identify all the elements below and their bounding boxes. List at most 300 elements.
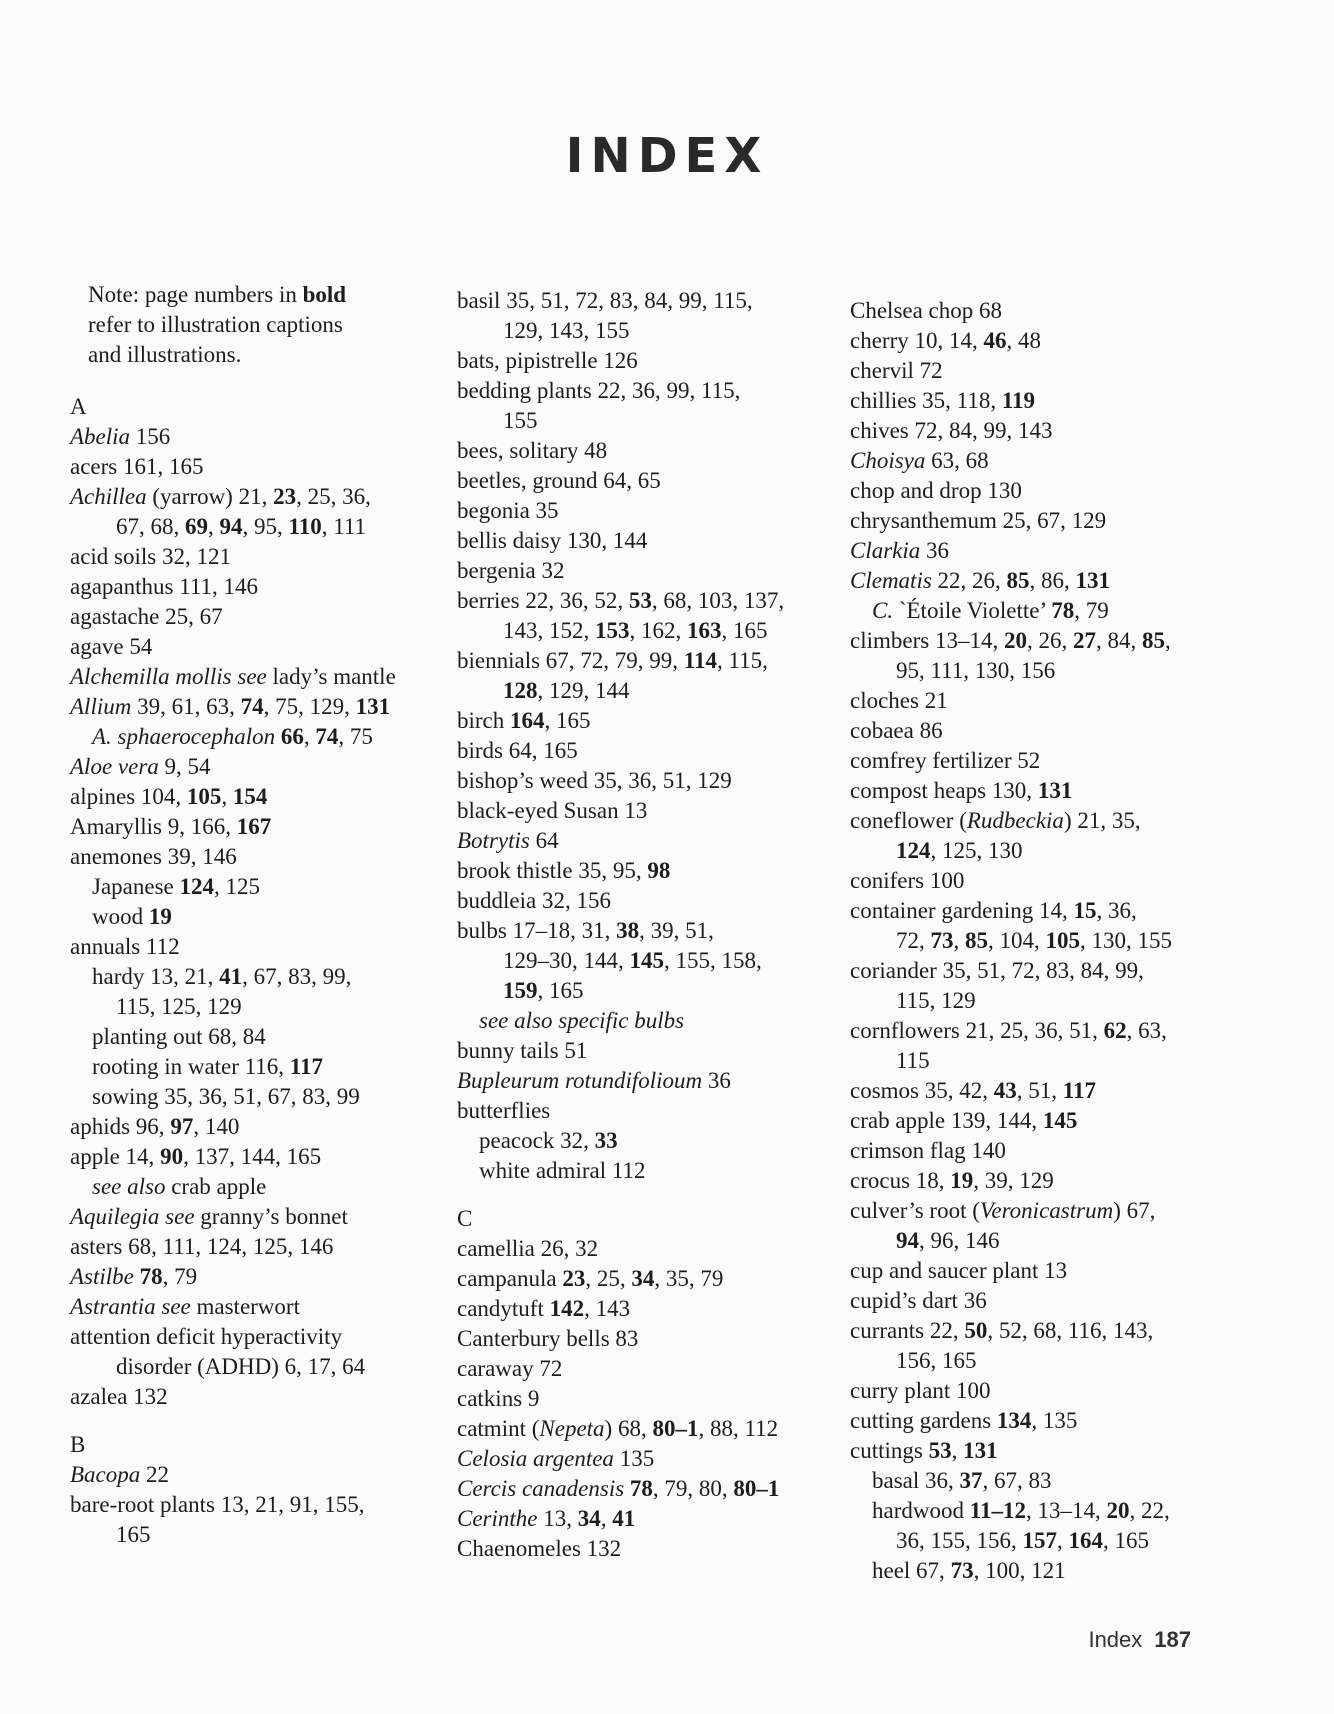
index-text-run: 22, 26, <box>931 568 1007 593</box>
index-entry <box>457 376 837 406</box>
index-entry <box>457 1354 837 1384</box>
index-text-run: , 165 <box>721 618 768 643</box>
index-text-run: 145 <box>1042 1108 1078 1133</box>
index-text-run: 15 <box>1073 898 1097 923</box>
index-text-run: , 165 <box>1103 1528 1149 1553</box>
index-entry <box>70 1322 450 1352</box>
index-text-run: chop and drop 130 <box>850 478 1022 503</box>
index-text-run: Canterbury bells 83 <box>457 1326 639 1351</box>
index-text-run: , <box>1057 1528 1069 1553</box>
index-text-run: Aquilegia see <box>70 1204 195 1229</box>
index-entry <box>850 896 1210 926</box>
index-text-run: Abelia <box>70 424 131 449</box>
index-text-run: camellia 26, 32 <box>457 1236 599 1261</box>
index-entry <box>70 1232 450 1262</box>
index-text-run: 156 <box>130 424 171 449</box>
index-text-run: wood <box>92 904 149 929</box>
index-text-run: , 100, 121 <box>973 1558 1066 1583</box>
index-text-run: 110 <box>288 514 322 539</box>
section-letter: A <box>70 394 87 419</box>
index-text-run: cosmos 35, 42, <box>850 1078 994 1103</box>
index-entry <box>70 752 450 782</box>
index-text-run: caraway 72 <box>457 1356 563 1381</box>
index-entry <box>457 436 837 466</box>
index-text-run: 50 <box>964 1318 988 1343</box>
index-entry-continuation <box>457 976 837 1006</box>
index-text-run: cobaea 86 <box>850 718 943 743</box>
index-entry <box>850 776 1210 806</box>
index-text-run: 41 <box>219 964 243 989</box>
index-text-run: crocus 18, <box>850 1168 951 1193</box>
index-text-run: biennials 67, 72, 79, 99, <box>457 648 684 673</box>
index-entry <box>850 506 1210 536</box>
index-text-run: 53 <box>928 1438 952 1463</box>
index-text-run: Allium <box>70 694 132 719</box>
index-text-run: culver’s root ( <box>850 1198 980 1223</box>
index-text-run: basil 35, 51, 72, 83, 84, 99, 115, <box>457 288 753 313</box>
index-text-run: compost heaps 130, <box>850 778 1038 803</box>
index-text-run: , 155, 158, <box>664 948 762 973</box>
index-text-run: 114 <box>683 648 718 673</box>
index-entry <box>457 346 837 376</box>
index-text-run: beetles, ground 64, 65 <box>457 468 661 493</box>
index-entry <box>457 496 837 526</box>
index-text-run: chrysanthemum 25, 67, 129 <box>850 508 1107 533</box>
index-text-run: 62 <box>1103 1018 1127 1043</box>
index-text-run: , 165 <box>537 978 584 1003</box>
index-entry <box>850 1376 1210 1406</box>
index-entry <box>850 536 1210 566</box>
index-text-run: 80–1 <box>652 1416 699 1441</box>
index-text-run: acid soils 32, 121 <box>70 544 231 569</box>
index-text-run: crab apple <box>165 1174 267 1199</box>
index-text-run: (yarrow) 21, <box>146 484 274 509</box>
index-entry <box>850 566 1210 596</box>
index-text-run: hardwood <box>872 1498 970 1523</box>
index-text-run: , 13–14, <box>1025 1498 1107 1523</box>
index-text-run: , 111 <box>321 514 367 539</box>
index-entry <box>70 1292 450 1322</box>
index-text-run: 53 <box>628 588 652 613</box>
index-text-run: 85 <box>965 928 988 953</box>
index-text-run: Aloe vera <box>70 754 159 779</box>
index-entry <box>70 932 450 962</box>
index-entry-continuation <box>70 1520 450 1550</box>
index-text-run: Choisya <box>850 448 926 473</box>
index-text-run: 159 <box>503 978 538 1003</box>
index-text-run: , 75, 129, <box>263 694 356 719</box>
index-entry <box>457 1444 837 1474</box>
index-entry <box>457 1504 837 1534</box>
index-text-run: , 143 <box>584 1296 631 1321</box>
index-text-run: comfrey fertilizer 52 <box>850 748 1041 773</box>
index-text-run: Cerinthe <box>457 1506 538 1531</box>
index-text-run: brook thistle 35, 95, <box>457 858 648 883</box>
index-text-run: Clarkia <box>850 538 921 563</box>
index-entry-continuation <box>457 946 837 976</box>
index-text-run: candytuft <box>457 1296 550 1321</box>
index-text-run: azalea 132 <box>70 1384 168 1409</box>
index-entry <box>850 416 1210 446</box>
index-text-run: annuals 112 <box>70 934 180 959</box>
index-text-run: 115, 129 <box>896 988 976 1013</box>
index-text-run: , 125 <box>214 874 260 899</box>
index-text-run: ) 67, <box>1113 1198 1156 1223</box>
index-entry <box>850 806 1210 836</box>
index-text-run: 115, 125, 129 <box>116 994 242 1019</box>
index-text-run: Bupleurum rotundifolioum <box>457 1068 703 1093</box>
index-entry <box>457 466 837 496</box>
index-text-run: , 75 <box>338 724 373 749</box>
index-entry <box>457 556 837 586</box>
index-text-run: 23 <box>562 1266 586 1291</box>
index-entry <box>70 1460 450 1490</box>
index-text-run: Clematis <box>850 568 932 593</box>
index-text-run: berries 22, 36, 52, <box>457 588 629 613</box>
index-text-run: Note: page numbers in <box>88 282 303 307</box>
index-text-run: 131 <box>355 694 391 719</box>
index-text-run: catmint ( <box>457 1416 540 1441</box>
index-text-run: see also <box>92 1174 166 1199</box>
index-column-3 <box>850 296 1210 1586</box>
index-entry-continuation <box>850 1346 1210 1376</box>
index-text-run: 64 <box>529 828 559 853</box>
index-text-run: , 67, 83 <box>982 1468 1052 1493</box>
index-text-run: , <box>951 1438 964 1463</box>
index-subentry <box>70 872 450 902</box>
index-text-run: chillies 35, 118, <box>850 388 1002 413</box>
index-text-run: , <box>1164 628 1171 653</box>
index-entry <box>850 296 1210 326</box>
index-entry <box>70 662 450 692</box>
index-text-run: bold <box>302 282 347 307</box>
index-text-run: rooting in water 116, <box>92 1054 290 1079</box>
index-entry <box>850 356 1210 386</box>
index-entry <box>70 1490 450 1520</box>
index-text-run: aphids 96, <box>70 1114 171 1139</box>
index-text-run: , 130, 155 <box>1080 928 1172 953</box>
index-column-1-entries <box>70 392 450 1550</box>
index-subentry <box>850 1556 1210 1586</box>
index-entry <box>70 632 450 662</box>
index-text-run: 85 <box>1006 568 1030 593</box>
index-text-run: 73 <box>950 1558 974 1583</box>
index-entry <box>850 626 1210 656</box>
index-subentry <box>70 722 450 752</box>
index-entry <box>457 736 837 766</box>
index-text-run: 119 <box>1001 388 1036 413</box>
index-text-run: Achillea <box>70 484 147 509</box>
index-text-run: 105 <box>1045 928 1080 953</box>
index-text-run: heel 67, <box>872 1558 951 1583</box>
index-entry-continuation <box>70 512 450 542</box>
index-text-run: bergenia 32 <box>457 558 565 583</box>
index-text-run: coriander 35, 51, 72, 83, 84, 99, <box>850 958 1144 983</box>
index-entry-continuation <box>850 986 1210 1016</box>
index-text-run: , 137, 144, 165 <box>183 1144 322 1169</box>
index-column-2 <box>457 286 837 1564</box>
index-text-run: 128 <box>503 678 538 703</box>
index-text-run: , <box>600 1506 613 1531</box>
index-text-run: Chelsea chop 68 <box>850 298 1003 323</box>
index-text-run: , <box>208 514 220 539</box>
index-entry <box>850 326 1210 356</box>
index-text-run: planting out 68, 84 <box>92 1024 266 1049</box>
index-text-run: , 39, 129 <box>973 1168 1054 1193</box>
index-entry <box>850 716 1210 746</box>
index-text-run: bunny tails 51 <box>457 1038 588 1063</box>
index-text-run: 72, <box>896 928 931 953</box>
index-text-run: Chaenomeles 132 <box>457 1536 622 1561</box>
index-text-run: , 79, 80, <box>652 1476 734 1501</box>
index-subentry <box>457 1156 837 1186</box>
index-text-run: , 95, <box>242 514 289 539</box>
index-text-run: , <box>303 724 316 749</box>
index-entry-continuation <box>850 1526 1210 1556</box>
index-text-run: cuttings <box>850 1438 929 1463</box>
index-text-run: 11–12 <box>969 1498 1026 1523</box>
index-entry <box>850 956 1210 986</box>
index-entry <box>70 452 450 482</box>
index-text-run: bedding plants 22, 36, 99, 115, <box>457 378 741 403</box>
index-entry-continuation <box>850 1046 1210 1076</box>
index-text-run: , 140 <box>193 1114 240 1139</box>
index-text-run: , 135 <box>1031 1408 1078 1433</box>
index-column-3-entries <box>850 296 1210 1586</box>
index-text-run: 142 <box>549 1296 585 1321</box>
index-text-run: , <box>221 784 233 809</box>
index-text-run: 41 <box>612 1506 636 1531</box>
index-text-run: catkins 9 <box>457 1386 540 1411</box>
index-text-run: Alchemilla mollis see <box>70 664 267 689</box>
index-text-run: , 84, <box>1095 628 1142 653</box>
index-text-run: black-eyed Susan 13 <box>457 798 648 823</box>
index-text-run: 163 <box>687 618 722 643</box>
index-text-run: , 35, 79 <box>654 1266 724 1291</box>
index-entry <box>850 476 1210 506</box>
index-entry-continuation <box>457 316 837 346</box>
index-text-run: Cercis canadensis <box>457 1476 625 1501</box>
index-entry-continuation <box>850 836 1210 866</box>
index-entry <box>70 1262 450 1292</box>
note-line <box>88 310 450 340</box>
index-entry <box>70 572 450 602</box>
index-text-run: crab apple 139, 144, <box>850 1108 1043 1133</box>
index-text-run: 131 <box>1075 568 1111 593</box>
index-text-run: coneflower ( <box>850 808 967 833</box>
index-text-run: , 96, 146 <box>919 1228 1000 1253</box>
index-text-run: bulbs 17–18, 31, <box>457 918 617 943</box>
index-entry <box>457 586 837 616</box>
index-entry <box>457 886 837 916</box>
index-text-run: agastache 25, 67 <box>70 604 223 629</box>
index-text-run: 19 <box>148 904 172 929</box>
index-entry <box>850 1136 1210 1166</box>
index-entry <box>850 866 1210 896</box>
index-text-run: 34 <box>631 1266 655 1291</box>
index-text-run: basal 36, <box>872 1468 960 1493</box>
index-text-run: cutting gardens <box>850 1408 997 1433</box>
index-text-run: 80–1 <box>733 1476 780 1501</box>
index-text-run: and illustrations. <box>88 342 242 367</box>
index-text-run: agapanthus 111, 146 <box>70 574 259 599</box>
index-text-run: 46 <box>983 328 1007 353</box>
index-text-run: , 104, <box>988 928 1046 953</box>
index-text-run: 37 <box>959 1468 983 1493</box>
index-entry <box>70 422 450 452</box>
index-text-run: granny’s bonnet <box>194 1204 348 1229</box>
index-entry <box>70 1112 450 1142</box>
index-text-run: 74 <box>315 724 339 749</box>
index-text-run: Nepeta <box>539 1416 605 1441</box>
index-text-run: campanula <box>457 1266 563 1291</box>
index-text-run: refer to illustration captions <box>88 312 343 337</box>
index-entry <box>457 1294 837 1324</box>
index-text-run: sowing 35, 36, 51, 67, 83, 99 <box>92 1084 360 1109</box>
index-text-run: container gardening 14, <box>850 898 1074 923</box>
index-text-run: , 165 <box>544 708 591 733</box>
index-text-run: cloches 21 <box>850 688 948 713</box>
index-text-run: 36, 155, 156, <box>896 1528 1023 1553</box>
index-text-run: 85 <box>1141 628 1165 653</box>
index-text-run: cup and saucer plant 13 <box>850 1258 1068 1283</box>
index-text-run: 34 <box>577 1506 601 1531</box>
index-entry <box>70 782 450 812</box>
index-text-run: 129, 143, 155 <box>503 318 630 343</box>
index-text-run: , 51, <box>1016 1078 1063 1103</box>
index-subentry <box>850 596 1210 626</box>
index-text-run: , 63, <box>1126 1018 1167 1043</box>
index-text-run: Veronicastrum <box>979 1198 1114 1223</box>
index-subentry <box>457 1126 837 1156</box>
index-entry <box>850 1286 1210 1316</box>
index-text-run: curry plant 100 <box>850 1378 991 1403</box>
index-subentry <box>850 1466 1210 1496</box>
index-text-run: , 79 <box>1074 598 1109 623</box>
index-text-run: 156, 165 <box>896 1348 977 1373</box>
index-text-run: currants 22, <box>850 1318 965 1343</box>
index-text-run: 36 <box>920 538 950 563</box>
index-text-run: 23 <box>273 484 297 509</box>
index-text-run: 105 <box>186 784 222 809</box>
index-text-run: ) 21, 35, <box>1063 808 1141 833</box>
index-text-run: Astilbe <box>70 1264 134 1289</box>
index-entry <box>457 646 837 676</box>
index-entry <box>457 1534 837 1564</box>
index-text-run: 69 <box>185 514 208 539</box>
index-text-run: , 88, 112 <box>698 1416 779 1441</box>
index-text-run: disorder (ADHD) 6, 17, 64 <box>116 1354 366 1379</box>
section-letter: B <box>70 1432 86 1457</box>
index-entry <box>70 542 450 572</box>
index-text-run: 78 <box>139 1264 163 1289</box>
index-text-run: birds 64, 165 <box>457 738 578 763</box>
index-entry <box>457 1474 837 1504</box>
index-subentry <box>70 1052 450 1082</box>
index-text-run: Astrantia see <box>70 1294 191 1319</box>
index-text-run: 164 <box>510 708 545 733</box>
index-entry <box>457 766 837 796</box>
index-text-run: crimson flag 140 <box>850 1138 1006 1163</box>
index-text-run: see also specific bulbs <box>479 1008 685 1033</box>
page-title: INDEX <box>565 128 769 184</box>
index-text-run: 43 <box>993 1078 1017 1103</box>
index-entry <box>457 1324 837 1354</box>
index-entry <box>850 1016 1210 1046</box>
index-entry <box>457 826 837 856</box>
index-text-run: butterflies <box>457 1098 551 1123</box>
index-text-run: Celosia argentea <box>457 1446 614 1471</box>
index-text-run: , 22, <box>1129 1498 1170 1523</box>
index-column-1 <box>70 280 450 1550</box>
index-entry <box>850 1256 1210 1286</box>
index-text-run: 20 <box>1106 1498 1130 1523</box>
index-text-run: 63, 68 <box>925 448 989 473</box>
note-line <box>88 280 450 310</box>
index-entry <box>850 386 1210 416</box>
index-text-run: 131 <box>1037 778 1073 803</box>
index-text-run: 20 <box>1003 628 1027 653</box>
index-text-run: acers 161, 165 <box>70 454 204 479</box>
index-text-run: , 79 <box>162 1264 198 1289</box>
index-entry <box>70 842 450 872</box>
index-entry <box>850 1106 1210 1136</box>
index-text-run: , 68, 103, 137, <box>651 588 785 613</box>
index-text-run: 143, 152, <box>503 618 595 643</box>
index-text-run: masterwort <box>190 1294 300 1319</box>
index-text-run: , 67, 83, 99, <box>242 964 352 989</box>
index-text-run: , 25, <box>585 1266 632 1291</box>
index-text-run: bellis daisy 130, 144 <box>457 528 648 553</box>
index-text-run: 78 <box>629 1476 653 1501</box>
index-text-run: cherry 10, 14, <box>850 328 984 353</box>
index-entry-continuation <box>457 676 837 706</box>
index-text-run: 131 <box>963 1438 998 1463</box>
index-text-run: chervil 72 <box>850 358 943 383</box>
note-line <box>88 340 450 370</box>
index-entry <box>850 1196 1210 1226</box>
index-text-run: , 86, <box>1029 568 1076 593</box>
index-text-run: chives 72, 84, 99, 143 <box>850 418 1053 443</box>
index-entry <box>70 1382 450 1412</box>
index-text-run: 145 <box>629 948 664 973</box>
page-number: 187 <box>1154 1627 1191 1652</box>
index-entry <box>457 1414 837 1444</box>
index-entry-continuation <box>850 1226 1210 1256</box>
index-text-run: 90 <box>160 1144 184 1169</box>
index-text-run: , 129, 144 <box>537 678 630 703</box>
index-entry-continuation <box>850 926 1210 956</box>
index-text-run: , 39, 51, <box>639 918 714 943</box>
index-text-run: 124 <box>896 838 931 863</box>
index-entry <box>850 746 1210 776</box>
index-text-run: Botrytis <box>457 828 530 853</box>
index-text-run: 38 <box>616 918 640 943</box>
index-text-run: 33 <box>594 1128 618 1153</box>
index-entry <box>850 686 1210 716</box>
index-text-run: 74 <box>240 694 264 719</box>
index-entry <box>457 1066 837 1096</box>
index-text-run: asters 68, 111, 124, 125, 146 <box>70 1234 334 1259</box>
index-text-run: 129–30, 144, <box>503 948 630 973</box>
index-entry <box>457 916 837 946</box>
index-text-run: white admiral 112 <box>479 1158 646 1183</box>
index-subentry <box>850 1496 1210 1526</box>
index-subentry <box>70 902 450 932</box>
index-text-run: 94 <box>219 514 243 539</box>
index-text-run: 78 <box>1051 598 1075 623</box>
index-text-run: 22 <box>140 1462 170 1487</box>
